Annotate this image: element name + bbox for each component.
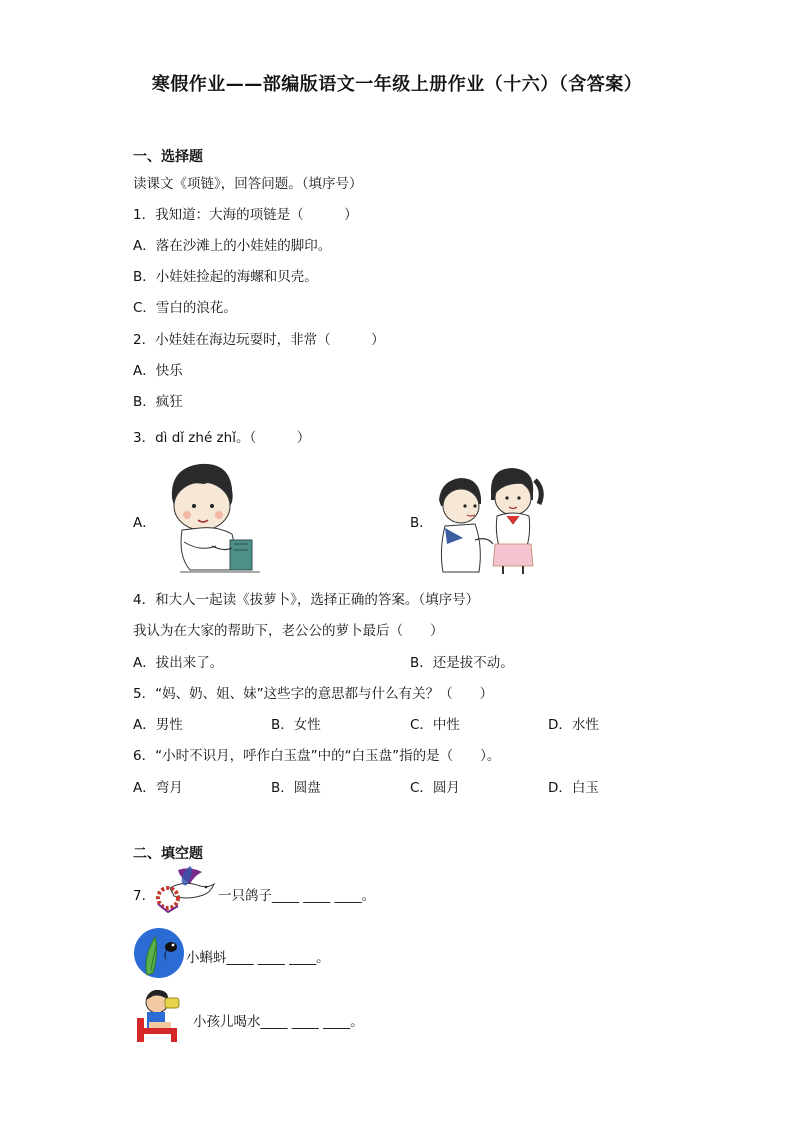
question-6-stem: 6．“小时不识月，呼作白玉盘”中的“白玉盘”指的是（ ）。 <box>133 748 501 764</box>
fill-blank-tadpole: 小蝌蚪____ ____ ____。 <box>186 950 330 966</box>
question-3-option-a: A． <box>133 515 156 531</box>
question-5-stem: 5．“妈、奶、姐、妹”这些字的意思都与什么有关？（ ） <box>133 686 494 702</box>
question-4-subquestion: 我认为在大家的帮助下，老公公的萝卜最后（ ） <box>133 623 444 639</box>
question-2-stem: 2．小娃娃在海边玩耍时，非常（ ） <box>133 332 385 348</box>
question-2-option-a: A．快乐 <box>133 363 183 379</box>
question-7-number: 7． <box>133 888 156 904</box>
question-5-option-b: B．女性 <box>271 717 321 733</box>
boy-picking-up-illustration <box>160 460 270 575</box>
fill-blank-dove: 一只鸽子____ ____ ____。 <box>218 888 376 904</box>
question-4-stem: 4．和大人一起读《拔萝卜》，选择正确的答案。（填序号） <box>133 592 480 608</box>
question-6-option-b: B．圆盘 <box>271 780 321 796</box>
section-heading-fill-blank: 二、填空题 <box>133 846 203 862</box>
section-heading-choice: 一、选择题 <box>133 149 203 165</box>
question-5-option-d: D．水性 <box>548 717 599 733</box>
fill-blank-child-drinking: 小孩儿喝水____ ____ ____。 <box>193 1014 364 1030</box>
question-3-stem: 3．dì dǐ zhé zhǐ。（ ） <box>133 430 311 446</box>
question-6-option-d: D．白玉 <box>548 780 599 796</box>
question-1-option-a: A．落在沙滩上的小娃娃的脚印。 <box>133 238 332 254</box>
question-2-option-b: B．疯狂 <box>133 394 183 410</box>
section-intro: 读课文《项链》，回答问题。（填序号） <box>133 176 363 192</box>
question-1-stem: 1．我知道：大海的项链是（ ） <box>133 207 358 223</box>
question-5-option-c: C．中性 <box>410 717 460 733</box>
question-4-option-a: A．拔出来了。 <box>133 655 224 671</box>
question-5-option-a: A．男性 <box>133 717 183 733</box>
tadpole-icon <box>133 927 185 979</box>
question-6-option-a: A．弯月 <box>133 780 183 796</box>
child-drinking-icon <box>135 988 193 1044</box>
boy-and-girl-illustration <box>435 460 545 575</box>
question-6-option-c: C．圆月 <box>410 780 460 796</box>
page-title: 寒假作业——部编版语文一年级上册作业（十六）（含答案） <box>151 74 643 95</box>
question-1-option-b: B．小娃娃捡起的海螺和贝壳。 <box>133 269 318 285</box>
question-3-option-b: B． <box>410 515 433 531</box>
question-1-option-c: C．雪白的浪花。 <box>133 300 237 316</box>
question-4-option-b: B．还是拔不动。 <box>410 655 514 671</box>
dove-icon <box>150 866 216 918</box>
